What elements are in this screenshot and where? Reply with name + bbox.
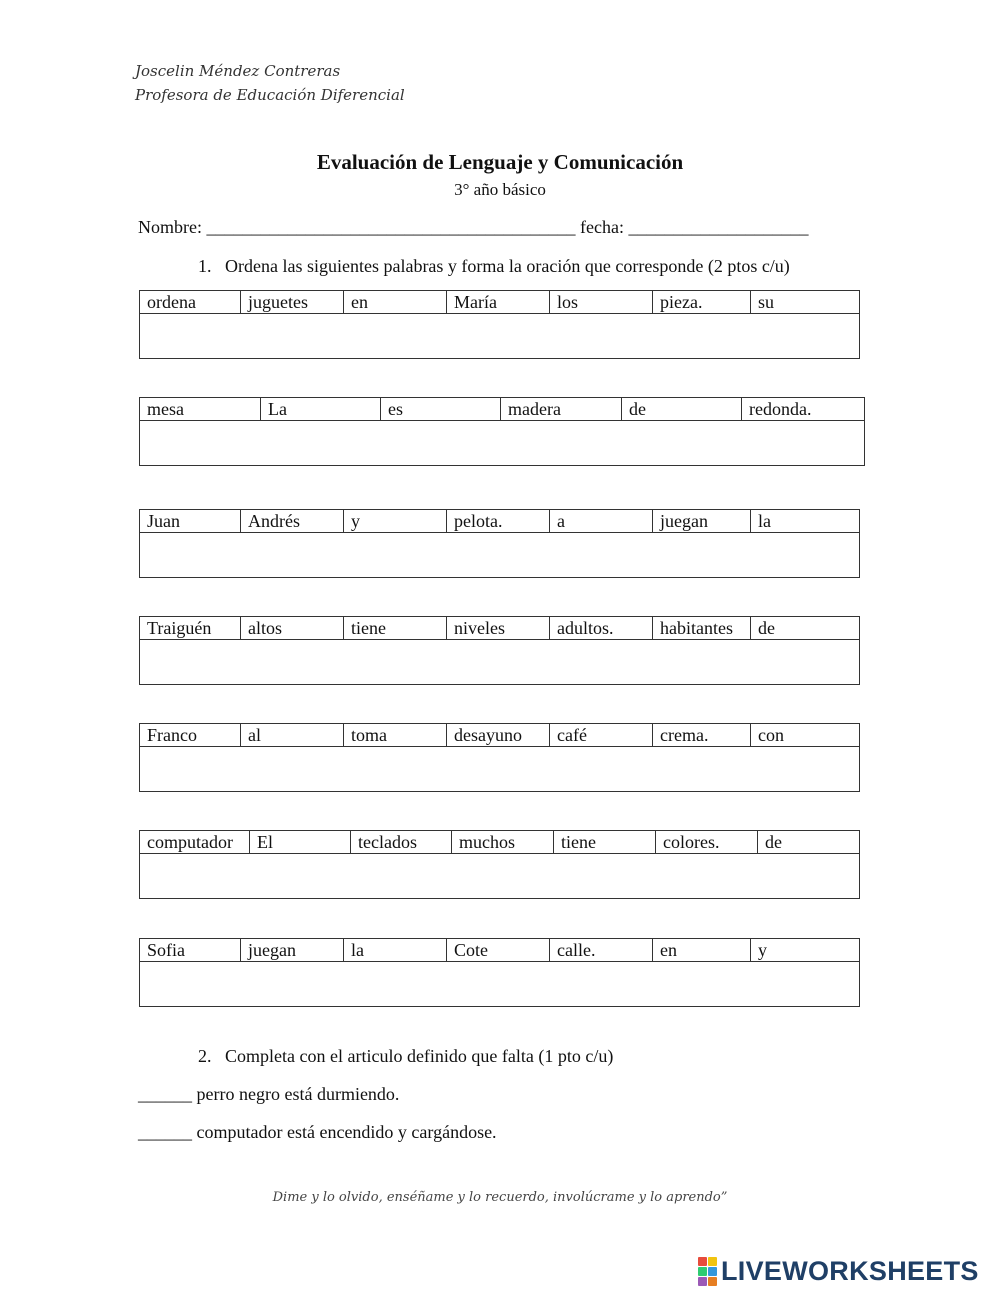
- question-1: [198, 256, 790, 277]
- name-field[interactable]: _________________________________________: [206, 217, 576, 237]
- word-cell: juegan: [653, 510, 751, 533]
- word-cell: tiene: [554, 831, 656, 854]
- word-cell: El: [250, 831, 351, 854]
- name-label: Nombre:: [138, 217, 202, 237]
- sentence-table: [139, 938, 860, 1007]
- word-cell: la: [344, 939, 447, 962]
- grade-level: 3° año básico: [454, 180, 546, 199]
- fill-blank[interactable]: ______: [138, 1084, 192, 1104]
- word-cell: toma: [344, 724, 447, 747]
- word-cell: su: [751, 291, 860, 314]
- footer-quote: Dime y lo olvido, enséñame y lo recuerdo, involúcrame y lo aprendo”: [272, 1190, 728, 1205]
- student-info-line: [138, 217, 808, 238]
- word-cell: de: [758, 831, 860, 854]
- word-cell: crema.: [653, 724, 751, 747]
- word-cell: Juan: [140, 510, 241, 533]
- word-cell: María: [447, 291, 550, 314]
- word-cell: calle.: [550, 939, 653, 962]
- word-cell: habitantes: [653, 617, 751, 640]
- answer-field[interactable]: [140, 314, 860, 359]
- word-cell: juguetes: [241, 291, 344, 314]
- word-cell: madera: [501, 398, 622, 421]
- sentence-table: [139, 830, 860, 899]
- sentence-table: [139, 723, 860, 792]
- word-cell: pieza.: [653, 291, 751, 314]
- word-cell: y: [344, 510, 447, 533]
- author-role: Profesora de Educación Diferencial: [135, 86, 405, 104]
- question-2-text: Completa con el articulo definido que falta (1 pto c/u): [225, 1046, 614, 1066]
- answer-field[interactable]: [140, 640, 860, 685]
- fill-item: [138, 1084, 399, 1105]
- word-cell: juegan: [241, 939, 344, 962]
- date-field[interactable]: ____________________: [628, 217, 809, 237]
- page-title: Evaluación de Lenguaje y Comunicación: [316, 150, 684, 174]
- answer-field[interactable]: [140, 962, 860, 1007]
- liveworksheets-logo-icon: [698, 1257, 717, 1286]
- word-cell: de: [751, 617, 860, 640]
- word-cell: de: [622, 398, 742, 421]
- word-cell: Franco: [140, 724, 241, 747]
- sentence-table: [139, 616, 860, 685]
- answer-field[interactable]: [140, 533, 860, 578]
- word-cell: a: [550, 510, 653, 533]
- word-cell: niveles: [447, 617, 550, 640]
- word-cell: café: [550, 724, 653, 747]
- word-cell: tiene: [344, 617, 447, 640]
- word-cell: y: [751, 939, 860, 962]
- fill-text: perro negro está durmiendo.: [192, 1084, 400, 1104]
- word-cell: en: [653, 939, 751, 962]
- word-cell: computador: [140, 831, 250, 854]
- word-cell: altos: [241, 617, 344, 640]
- word-cell: mesa: [140, 398, 261, 421]
- word-cell: adultos.: [550, 617, 653, 640]
- word-cell: desayuno: [447, 724, 550, 747]
- answer-field[interactable]: [140, 747, 860, 792]
- word-cell: muchos: [452, 831, 554, 854]
- word-cell: pelota.: [447, 510, 550, 533]
- word-cell: Andrés: [241, 510, 344, 533]
- word-cell: teclados: [351, 831, 452, 854]
- word-cell: en: [344, 291, 447, 314]
- word-cell: La: [261, 398, 381, 421]
- question-1-number: 1.: [198, 256, 212, 276]
- question-2: [198, 1046, 613, 1067]
- question-2-number: 2.: [198, 1046, 212, 1066]
- word-cell: con: [751, 724, 860, 747]
- answer-field[interactable]: [140, 421, 865, 466]
- question-1-text: Ordena las siguientes palabras y forma la oración que corresponde (2 ptos c/u): [225, 256, 790, 276]
- answer-field[interactable]: [140, 854, 860, 899]
- word-cell: redonda.: [742, 398, 865, 421]
- word-cell: es: [381, 398, 501, 421]
- word-cell: la: [751, 510, 860, 533]
- word-cell: colores.: [656, 831, 758, 854]
- sentence-table: [139, 290, 860, 359]
- liveworksheets-brand[interactable]: [698, 1256, 979, 1287]
- fill-text: computador está encendido y cargándose.: [192, 1122, 497, 1142]
- fill-item: [138, 1122, 497, 1143]
- word-cell: Sofia: [140, 939, 241, 962]
- word-cell: Cote: [447, 939, 550, 962]
- word-cell: los: [550, 291, 653, 314]
- word-cell: al: [241, 724, 344, 747]
- word-cell: Traiguén: [140, 617, 241, 640]
- word-cell: ordena: [140, 291, 241, 314]
- sentence-table: [139, 509, 860, 578]
- fill-blank[interactable]: ______: [138, 1122, 192, 1142]
- date-label: fecha:: [579, 217, 624, 237]
- liveworksheets-wordmark: LIVEWORKSHEETS: [721, 1256, 979, 1286]
- author-name: Joscelin Méndez Contreras: [135, 62, 341, 80]
- sentence-table: [139, 397, 865, 466]
